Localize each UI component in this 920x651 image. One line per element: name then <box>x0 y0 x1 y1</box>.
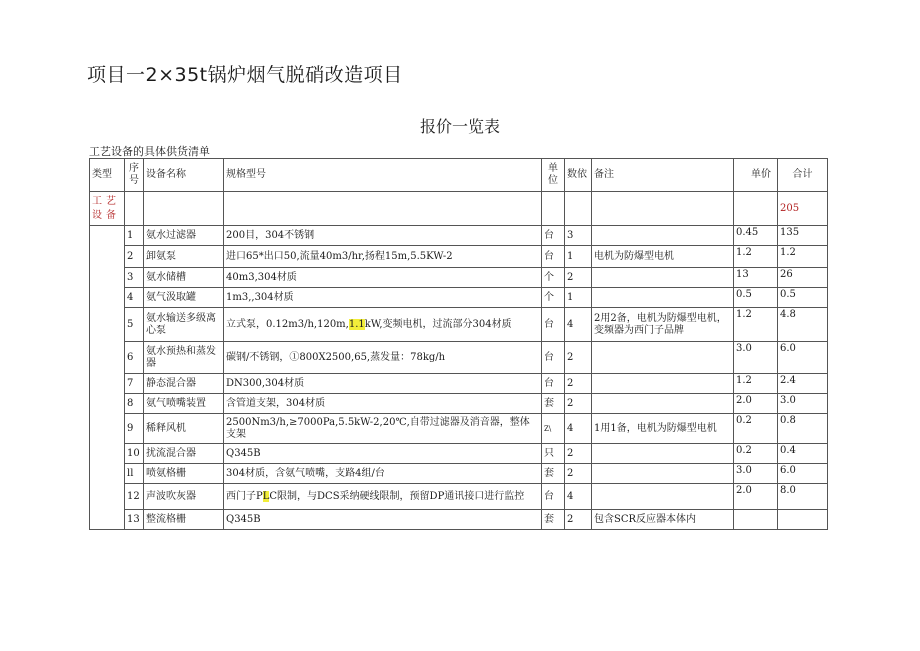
row-spec <box>224 308 542 342</box>
row-remark: 电机为防爆型电机 <box>592 246 734 268</box>
row-qty: 4 <box>565 414 592 444</box>
row-spec: 碳钢/不锈钢，①800X2500,65,蒸发量：78kg/h <box>224 342 542 374</box>
row-price: 0.2 <box>734 414 778 444</box>
row-seq: 6 <box>125 342 144 374</box>
row-remark <box>592 268 734 288</box>
row-unit: 台 <box>542 226 565 246</box>
row-name: 整流格栅 <box>144 510 224 530</box>
document-subtitle: 报价一览表 <box>419 117 500 136</box>
row-unit: 台 <box>542 484 565 510</box>
row-price: 0.5 <box>734 288 778 308</box>
row-seq: 5 <box>125 308 144 342</box>
row-total: 0.5 <box>778 288 828 308</box>
row-name: 氨气汲取罐 <box>144 288 224 308</box>
header-type: 类型 <box>90 159 125 192</box>
row-price: 3.0 <box>734 464 778 484</box>
row-spec <box>224 484 542 510</box>
row-unit: 台 <box>542 374 565 394</box>
row-spec: 304材质，含氨气喷嘴，支路4组/台 <box>224 464 542 484</box>
row-seq: 4 <box>125 288 144 308</box>
row-qty: 1 <box>565 246 592 268</box>
row-spec: 200目，304不锈钢 <box>224 226 542 246</box>
highlighted-text: 1.1 <box>348 318 365 330</box>
row-total: 6.0 <box>778 464 828 484</box>
table-row <box>90 464 828 484</box>
row-name: 声波吹灰器 <box>144 484 224 510</box>
row-spec: 1m3,,304材质 <box>224 288 542 308</box>
row-remark: 包含SCR反应器本体内 <box>592 510 734 530</box>
row-name: 氨水过滤器 <box>144 226 224 246</box>
table-row <box>90 414 828 444</box>
row-price: 0.45 <box>734 226 778 246</box>
row-remark <box>592 484 734 510</box>
table-row <box>90 394 828 414</box>
row-unit: 台 <box>542 342 565 374</box>
row-seq: ll <box>125 464 144 484</box>
table-row <box>90 484 828 510</box>
spec-text: 西门子P <box>226 490 263 502</box>
row-qty: 2 <box>565 268 592 288</box>
row-name: 卸氨泵 <box>144 246 224 268</box>
category-merged-cell <box>90 226 125 530</box>
row-name: 氨气喷嘴装置 <box>144 394 224 414</box>
row-total: 4.8 <box>778 308 828 342</box>
row-total <box>778 510 828 530</box>
row-remark <box>592 444 734 464</box>
row-qty: 2 <box>565 444 592 464</box>
row-total: 26 <box>778 268 828 288</box>
row-spec: 含管道支架，304材质 <box>224 394 542 414</box>
row-qty: 4 <box>565 308 592 342</box>
header-total: 合计 <box>778 159 828 192</box>
row-total: 6.0 <box>778 342 828 374</box>
row-name: 氨水输送多级离心泵 <box>144 308 224 342</box>
row-spec: 40m3,304材质 <box>224 268 542 288</box>
header-qty: 数依 <box>565 159 592 192</box>
table-header-row <box>90 159 828 192</box>
row-seq: 8 <box>125 394 144 414</box>
row-price <box>734 510 778 530</box>
row-name: 稀释风机 <box>144 414 224 444</box>
row-seq: 3 <box>125 268 144 288</box>
category-total: 205 <box>778 192 828 226</box>
document-title: 项目一2×35t锅炉烟气脱硝改造项目 <box>87 64 403 86</box>
spec-text: 立式泵，0.12m3/h,120m, <box>226 318 349 330</box>
row-price: 13 <box>734 268 778 288</box>
row-total: 0.8 <box>778 414 828 444</box>
row-unit: 只 <box>542 444 565 464</box>
row-total: 0.4 <box>778 444 828 464</box>
row-name: 氨水储槽 <box>144 268 224 288</box>
spec-text: kW,变频电机，过流部分304材质 <box>364 318 512 330</box>
row-seq: 13 <box>125 510 144 530</box>
highlighted-text: L <box>262 490 270 502</box>
row-unit: Z\ <box>542 414 565 444</box>
table-row <box>90 510 828 530</box>
table-row <box>90 268 828 288</box>
spec-text: C限制，与DCS采纳硬线限制，预留DP通讯接口进行监控 <box>269 490 525 502</box>
row-unit: 个 <box>542 288 565 308</box>
header-spec: 规格型号 <box>224 159 542 192</box>
row-qty: 3 <box>565 226 592 246</box>
row-unit: 套 <box>542 394 565 414</box>
row-remark <box>592 464 734 484</box>
header-price: 单价 <box>734 159 778 192</box>
row-spec: DN300,304材质 <box>224 374 542 394</box>
row-qty: 1 <box>565 288 592 308</box>
row-total: 8.0 <box>778 484 828 510</box>
row-remark: 1用1备，电机为防爆型电机 <box>592 414 734 444</box>
row-unit: 台 <box>542 308 565 342</box>
category-label: 工艺设备 <box>90 192 125 226</box>
row-price: 1.2 <box>734 308 778 342</box>
row-total: 3.0 <box>778 394 828 414</box>
row-name: 氨水预热和蒸发器 <box>144 342 224 374</box>
row-name: 喷氨格栅 <box>144 464 224 484</box>
row-total: 2.4 <box>778 374 828 394</box>
table-row <box>90 444 828 464</box>
table-row <box>90 374 828 394</box>
row-seq: 10 <box>125 444 144 464</box>
table-row <box>90 342 828 374</box>
table-row <box>90 288 828 308</box>
row-unit: 个 <box>542 268 565 288</box>
row-price: 2.0 <box>734 484 778 510</box>
header-seq: 序号 <box>125 159 144 192</box>
row-spec: 2500Nm3/h,≥7000Pa,5.5kW-2,20℃,自带过滤器及消音器，整体支架 <box>224 414 542 444</box>
row-qty: 2 <box>565 374 592 394</box>
row-seq: 9 <box>125 414 144 444</box>
row-price: 1.2 <box>734 374 778 394</box>
quotation-table <box>89 158 828 530</box>
row-total: 135 <box>778 226 828 246</box>
category-row <box>90 192 828 226</box>
header-remark: 备注 <box>592 159 734 192</box>
table-caption: 工艺设备的具体供货清单 <box>89 145 210 158</box>
table-row <box>90 226 828 246</box>
row-spec: Q345B <box>224 510 542 530</box>
row-price: 2.0 <box>734 394 778 414</box>
row-unit: 台 <box>542 246 565 268</box>
header-name: 设备名称 <box>144 159 224 192</box>
row-qty: 2 <box>565 342 592 374</box>
row-remark <box>592 342 734 374</box>
table-row <box>90 246 828 268</box>
row-remark <box>592 288 734 308</box>
row-remark <box>592 394 734 414</box>
row-price: 1.2 <box>734 246 778 268</box>
row-qty: 2 <box>565 510 592 530</box>
row-remark <box>592 374 734 394</box>
row-seq: 12 <box>125 484 144 510</box>
row-qty: 2 <box>565 464 592 484</box>
row-remark <box>592 226 734 246</box>
row-price: 0.2 <box>734 444 778 464</box>
row-spec: 进口65*出口50,流量40m3/hr,扬程15m,5.5KW-2 <box>224 246 542 268</box>
row-remark: 2用2备，电机为防爆型电机，变频器为西门子品牌 <box>592 308 734 342</box>
table-row <box>90 308 828 342</box>
row-unit: 套 <box>542 510 565 530</box>
row-unit: 套 <box>542 464 565 484</box>
row-qty: 4 <box>565 484 592 510</box>
row-qty: 2 <box>565 394 592 414</box>
header-unit: 单位 <box>542 159 565 192</box>
row-name: 扰流混合器 <box>144 444 224 464</box>
row-seq: 1 <box>125 226 144 246</box>
row-total: 1.2 <box>778 246 828 268</box>
row-spec: Q345B <box>224 444 542 464</box>
row-price: 3.0 <box>734 342 778 374</box>
row-name: 静态混合器 <box>144 374 224 394</box>
row-seq: 7 <box>125 374 144 394</box>
row-seq: 2 <box>125 246 144 268</box>
